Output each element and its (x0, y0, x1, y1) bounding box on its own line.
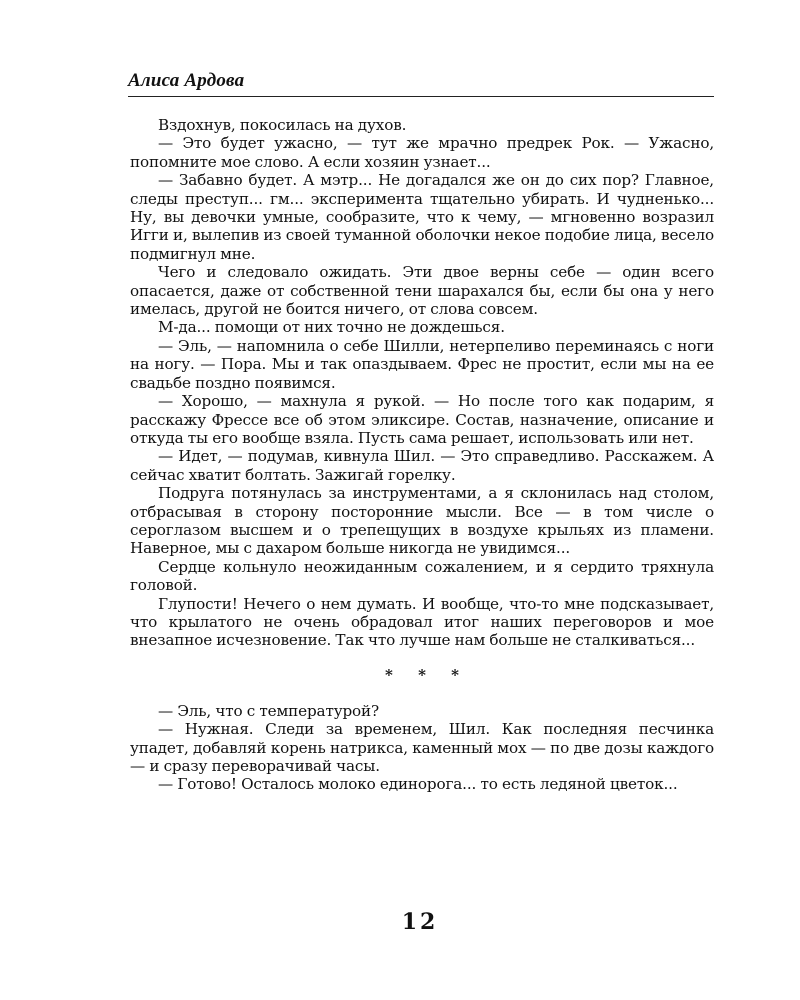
page-number: 12 (401, 909, 439, 935)
paragraph: — Нужная. Следи за временем, Шил. Как последняя песчинка упадет, добавляй корень натрикса, каменный мох — по две дозы каждого — и сразу переворачивай часы. (130, 720, 714, 775)
paragraph: — Идет, — подумав, кивнула Шил. — Это справедливо. Расскажем. А сейчас хватит болтать. Зажигай горелку. (130, 447, 714, 484)
paragraph: — Эль, что с температурой? (158, 701, 380, 720)
paragraph: — Это будет ужасно, — тут же мрачно предрек Рок. — Ужасно, попомните мое слово. А если хозяин узнает... (130, 134, 714, 171)
paragraph: — Забавно будет. А мэтр... Не догадался же он до сих пор? Главное, следы преступ... гм... эксперимента тщательно убирать. И чудненько... Ну, вы девочки умные, сообразите, что к чему, — мгновенно возразил Игги и, вылепив из своей туманной оболочки некое подобие лица, весело подмигнул мне. (130, 171, 714, 263)
author-name: Алиса Ардова (128, 70, 245, 91)
paragraph: Чего и следовало ожидать. Эти двое верны себе — один всего опасается, даже от собственной тени шарахался бы, если бы она у него имелась, другой не боится ничего, от слова совсем. (130, 263, 714, 319)
paragraph: — Эль, — напомнила о себе Шилли, нетерпеливо переминаясь с ноги на ногу. — Пора. Мы и так опаздываем. Фрес не простит, если мы на ее свадьбе поздно появимся. (130, 336, 714, 392)
section-break-asterisks: * * * (385, 665, 469, 684)
paragraph: Подруга потянулась за инструментами, а я склонилась над столом, отбрасывая в сторону посторонние мысли. Все — в том числе о сероглазом высшем и о трепещущих в воздухе крыльях из пламени. Наверное, мы с дахаром больше никогда не увидимся... (130, 484, 714, 558)
paragraph: Сердце кольнуло неожиданным сожалением, и я сердито тряхнула головой. (130, 557, 714, 595)
paragraph: Глупости! Нечего о нем думать. И вообще, что-то мне подсказывает, что крылатого не очень обрадовал итог наших переговоров и мое внезапное исчезновение. Так что лучше нам больше не сталкиваться... (130, 594, 714, 650)
running-header (128, 70, 714, 97)
paragraph: — Готово! Осталось молоко единорога... то есть ледяной цветок... (158, 775, 678, 794)
page-body (130, 116, 714, 794)
paragraph: Вздохнув, покосилась на духов. (158, 116, 407, 134)
paragraph: М-да... помощи от них точно не дождешься. (158, 318, 505, 337)
paragraph: — Хорошо, — махнула я рукой. — Но после того как подарим, я расскажу Фрессе все об этом эликсире. Состав, назначение, описание и откуда ты его вообще взяла. Пусть сама решает, использовать или нет. (130, 392, 714, 447)
